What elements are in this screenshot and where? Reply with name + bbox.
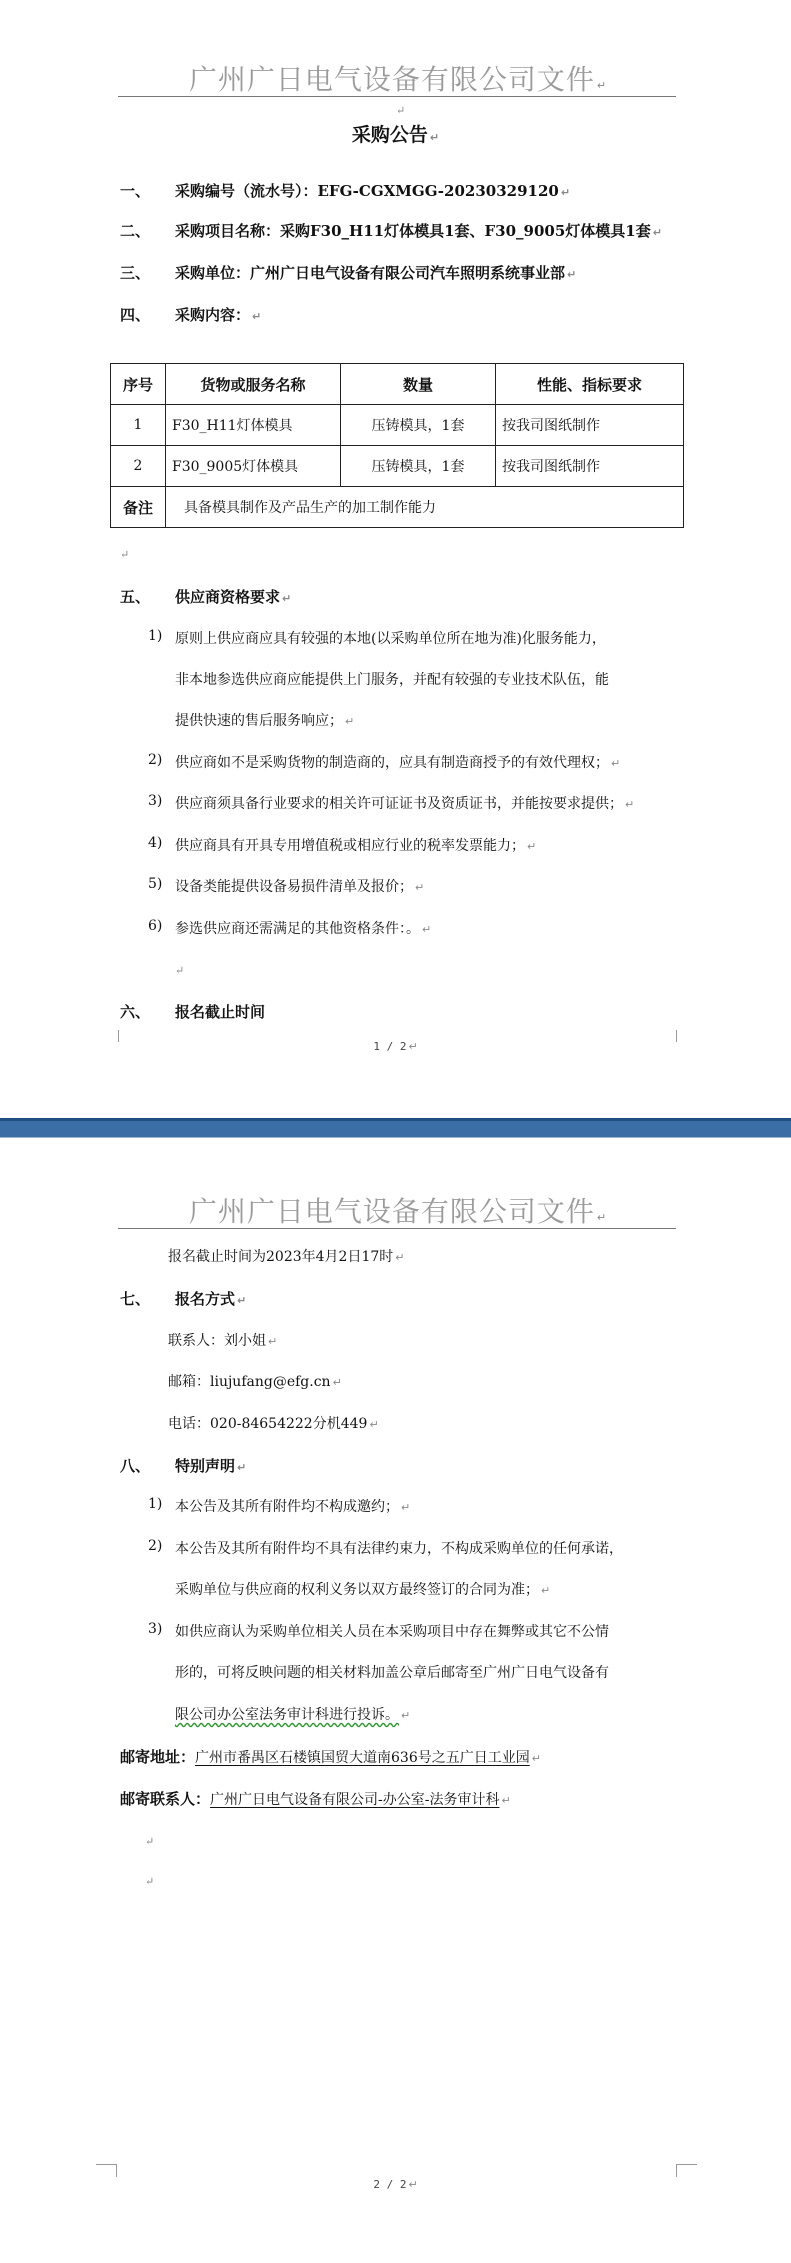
document-page-1 bbox=[0, 0, 791, 1118]
paragraph-mark: ↵ bbox=[120, 548, 130, 561]
section-3: 三、 采购单位：广州广日电气设备有限公司汽车照明系统事业部 ↵ bbox=[120, 264, 577, 282]
req-1-line-1: 原则上供应商应具有较强的本地(以采购单位所在地为准)化服务能力， bbox=[175, 631, 606, 647]
req-1-line-2: 非本地参选供应商应能提供上门服务，并配有较强的专业技术队伍，能 bbox=[175, 672, 609, 688]
page-number: 2 / 2 ↵ bbox=[373, 2178, 418, 2191]
cell-spec: 按我司图纸制作 bbox=[496, 446, 684, 487]
section-8: 八、 特别声明 ↵ bbox=[120, 1457, 247, 1475]
cell-index: 2 bbox=[111, 446, 166, 487]
req-3-line-1: 供应商须具备行业要求的相关许可证证书及资质证书，并能按要求提供； ↵ bbox=[175, 796, 635, 812]
stmt-2-line-2: 采购单位与供应商的权利义务以双方最终签订的合同为准； ↵ bbox=[175, 1582, 551, 1598]
req-5-line-1: 设备类能提供设备易损件清单及报价； ↵ bbox=[175, 879, 425, 895]
stmt-1-num: 1) bbox=[148, 1496, 163, 1512]
paragraph-mark: ↵ bbox=[145, 1875, 155, 1888]
page-corner-mark bbox=[676, 2164, 697, 2177]
section-5: 五、 供应商资格要求 ↵ bbox=[120, 588, 292, 606]
req-6-num: 6) bbox=[148, 918, 163, 934]
cell-name: F30_9005灯体模具 bbox=[166, 446, 341, 487]
paragraph-mark: ↵ bbox=[396, 104, 406, 117]
stmt-2-line-1: 本公告及其所有附件均不具有法律约束力，不构成采购单位的任何承诺， bbox=[175, 1541, 623, 1557]
cell-quantity: 压铸模具，1套 bbox=[341, 405, 496, 446]
section-2: 二、 采购项目名称：采购F30_H11灯体模具1套、F30_9005灯体模具1套 ↵ bbox=[120, 222, 662, 240]
stmt-2-num: 2) bbox=[148, 1538, 163, 1554]
req-2-line-1: 供应商如不是采购货物的制造商的，应具有制造商授予的有效代理权； ↵ bbox=[175, 755, 621, 771]
page-number: 1 / 2 ↵ bbox=[373, 1040, 418, 1053]
header-title: 广州广日电气设备有限公司文件 ↵ bbox=[188, 63, 608, 96]
cell-quantity: 压铸模具，1套 bbox=[341, 446, 496, 487]
stmt-3-num: 3) bbox=[148, 1621, 163, 1637]
section-6: 六、 报名截止时间 bbox=[120, 1003, 266, 1021]
mail-contact: 邮寄联系人：广州广日电气设备有限公司-办公室-法务审计科 ↵ bbox=[120, 1790, 511, 1808]
cell-name: F30_H11灯体模具 bbox=[166, 405, 341, 446]
header-rule bbox=[118, 1228, 676, 1229]
col-header-name: 货物或服务名称 bbox=[166, 364, 341, 405]
document-title: 采购公告 ↵ bbox=[351, 124, 440, 146]
cell-index: 1 bbox=[111, 405, 166, 446]
table-row bbox=[111, 446, 684, 487]
stmt-3-line-2: 形的，可将反映问题的相关材料加盖公章后邮寄至广州广日电气设备有 bbox=[175, 1665, 609, 1681]
req-3-num: 3) bbox=[148, 793, 163, 809]
req-1-line-3: 提供快速的售后服务响应； ↵ bbox=[175, 713, 355, 729]
req-1-num: 1) bbox=[148, 628, 163, 644]
contact-person: 联系人：刘小姐 ↵ bbox=[168, 1333, 278, 1349]
req-4-line-1: 供应商具有开具专用增值税或相应行业的税率发票能力； ↵ bbox=[175, 838, 537, 854]
table-row bbox=[111, 405, 684, 446]
page-separator bbox=[0, 1118, 791, 1138]
document-page-2 bbox=[0, 1138, 791, 2263]
remark-label: 备注 bbox=[111, 487, 166, 528]
stmt-3-line-1: 如供应商认为采购单位相关人员在本采购项目中存在舞弊或其它不公情 bbox=[175, 1624, 609, 1640]
section-4: 四、 采购内容： ↵ bbox=[120, 306, 262, 324]
req-4-num: 4) bbox=[148, 835, 163, 851]
cell-spec: 按我司图纸制作 bbox=[496, 405, 684, 446]
col-header-quantity: 数量 bbox=[341, 364, 496, 405]
req-2-num: 2) bbox=[148, 752, 163, 768]
procurement-table bbox=[110, 363, 684, 528]
section-7: 七、 报名方式 ↵ bbox=[120, 1290, 247, 1308]
paragraph-mark: ↵ bbox=[145, 1835, 155, 1848]
contact-email: 邮箱：liujufang@efg.cn ↵ bbox=[168, 1374, 342, 1390]
paragraph-mark: ↵ bbox=[175, 964, 185, 977]
req-5-num: 5) bbox=[148, 876, 163, 892]
header-title: 广州广日电气设备有限公司文件 ↵ bbox=[188, 1195, 608, 1228]
page-corner-mark bbox=[96, 2164, 117, 2177]
deadline-text: 报名截止时间为2023年4月2日17时 ↵ bbox=[168, 1249, 405, 1265]
stmt-1-line-1: 本公告及其所有附件均不构成邀约； ↵ bbox=[175, 1499, 411, 1515]
table-header-row bbox=[111, 364, 684, 405]
header-rule bbox=[118, 96, 676, 97]
remark-text: 具备模具制作及产品生产的加工制作能力 bbox=[166, 487, 684, 528]
stmt-3-line-3: 限公司办公室法务审计科进行投诉。 ↵ bbox=[175, 1707, 411, 1723]
table-remark-row bbox=[111, 487, 684, 528]
col-header-spec: 性能、指标要求 bbox=[496, 364, 684, 405]
col-header-index: 序号 bbox=[111, 364, 166, 405]
section-1: 一、 采购编号（流水号）：EFG-CGXMGG-20230329120 ↵ bbox=[120, 182, 571, 200]
req-6-line-1: 参选供应商还需满足的其他资格条件：。 ↵ bbox=[175, 921, 432, 937]
mail-address: 邮寄地址：广州市番禺区石楼镇国贸大道南636号之五广日工业园 ↵ bbox=[120, 1748, 541, 1766]
contact-phone: 电话：020-84654222分机449 ↵ bbox=[168, 1416, 379, 1432]
